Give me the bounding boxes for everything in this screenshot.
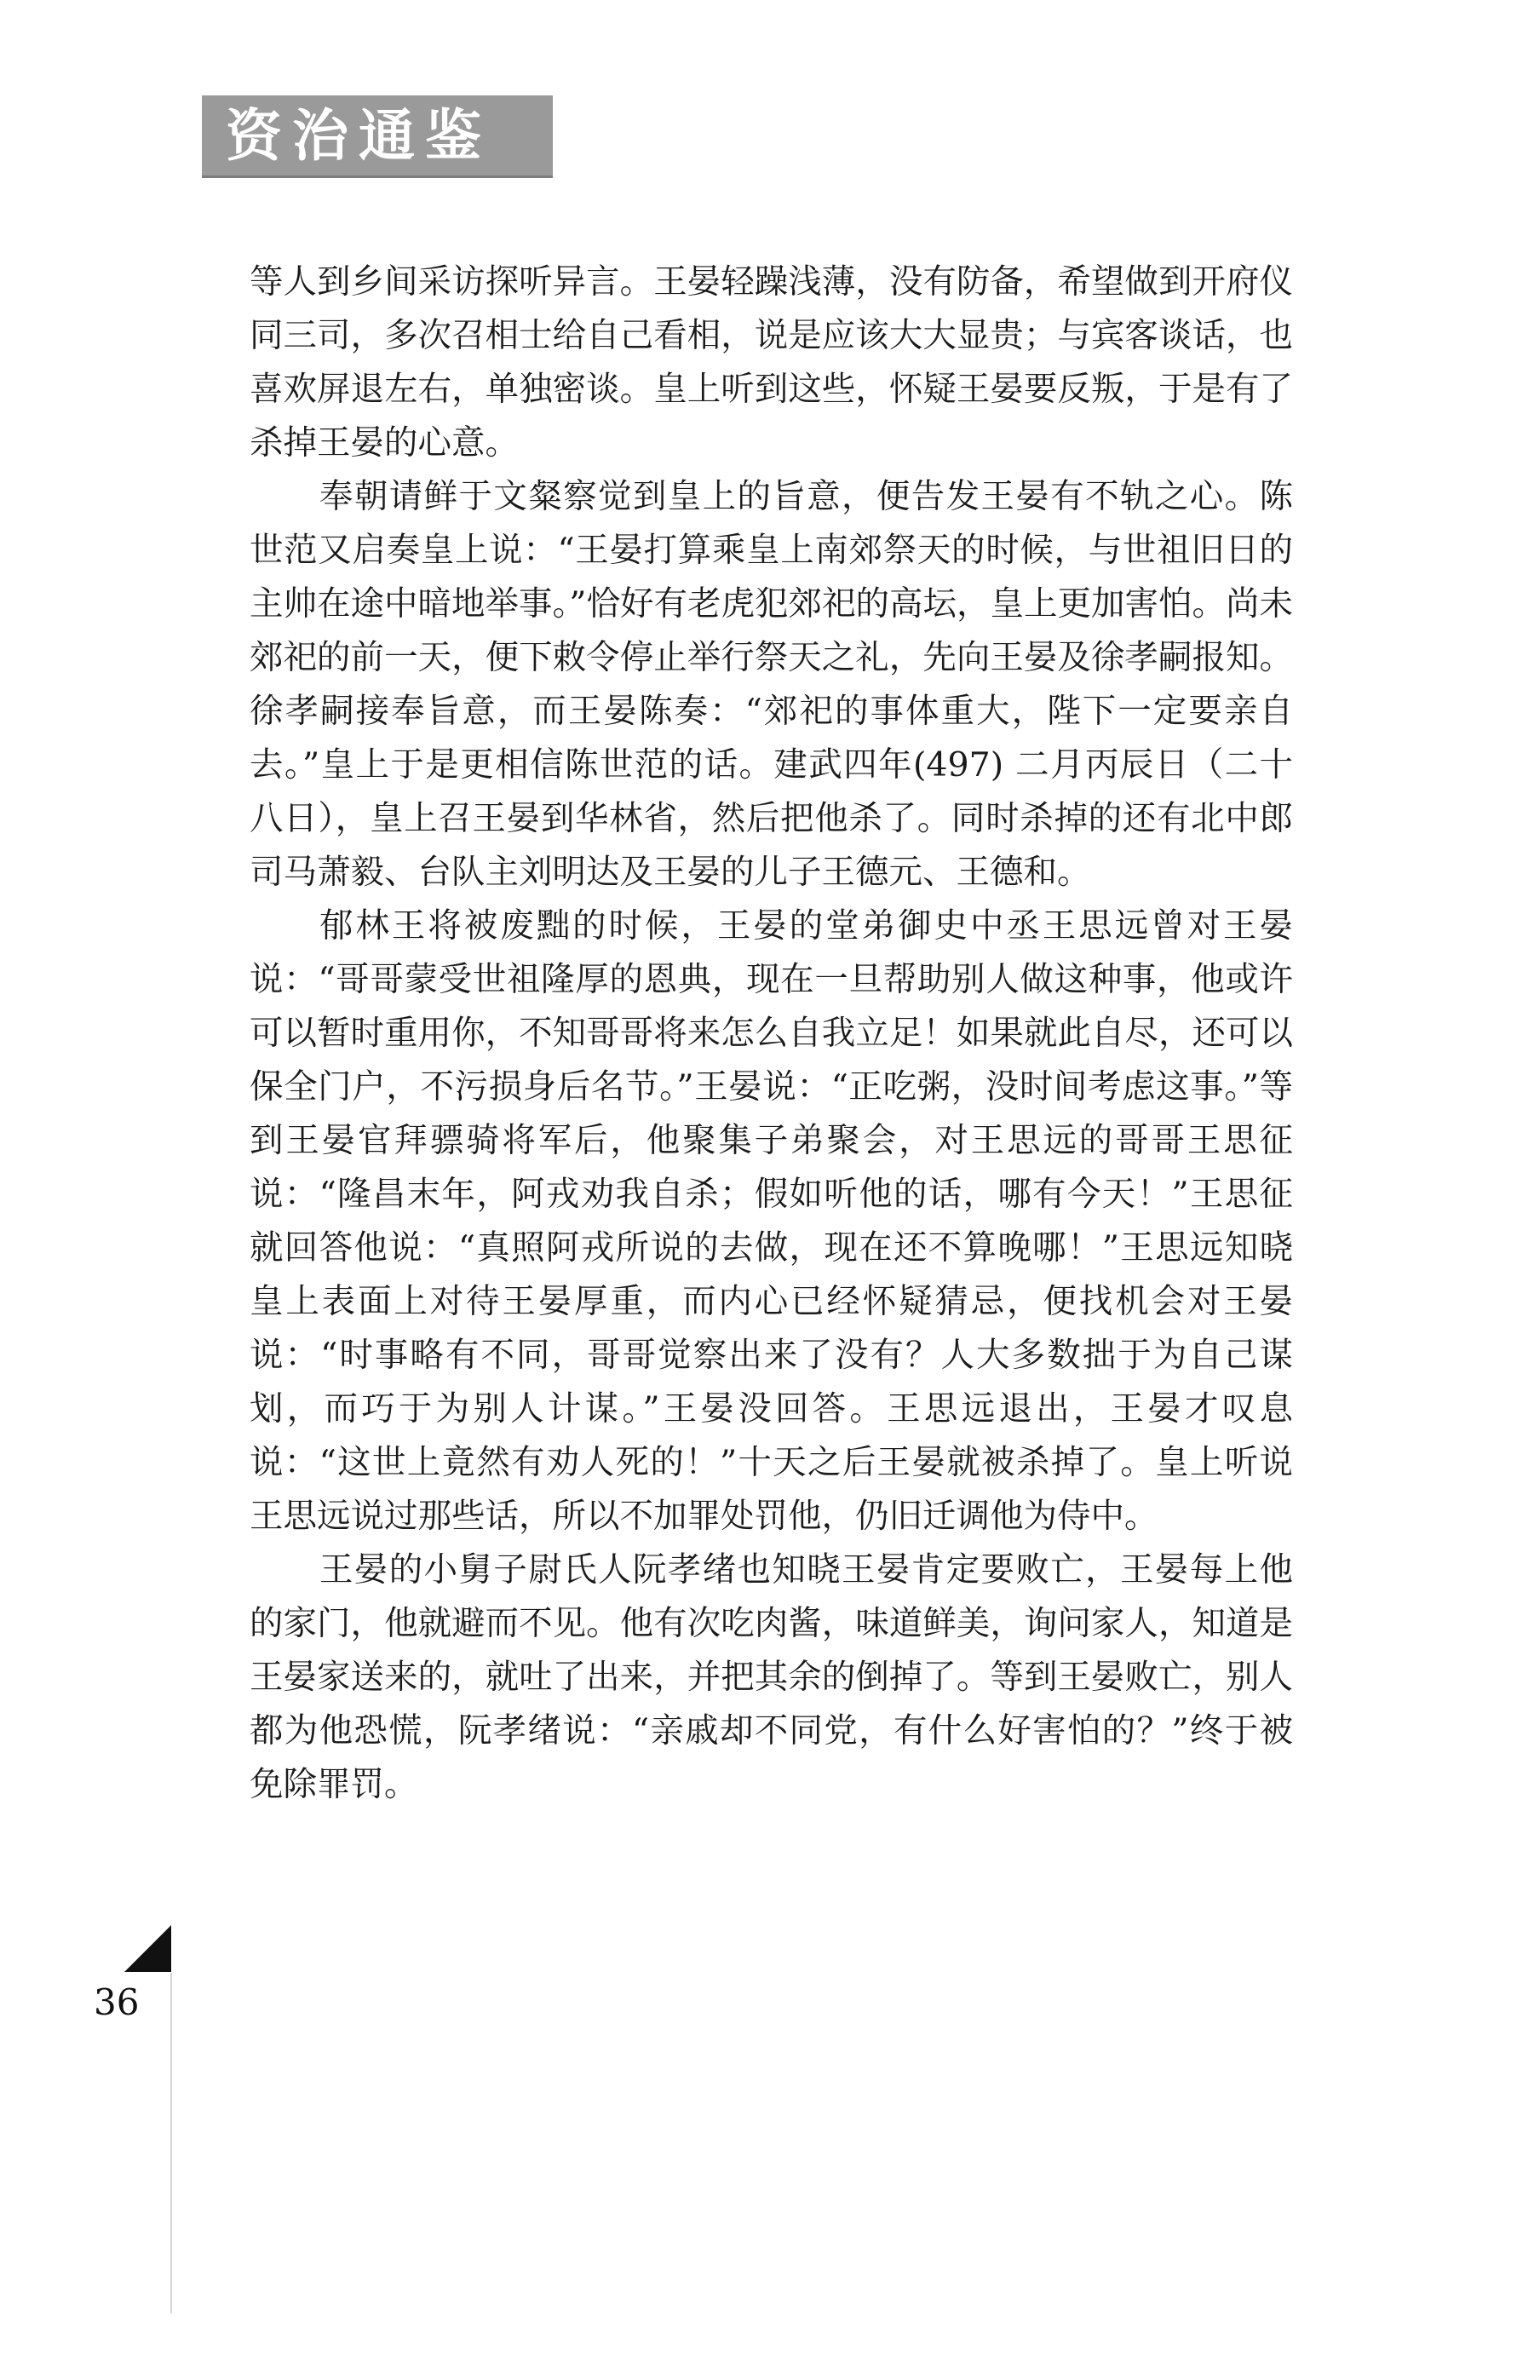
- page-number: 36: [94, 1981, 140, 2023]
- book-title: 资治通鉴: [226, 103, 491, 169]
- margin-rule: [170, 1973, 172, 2314]
- paragraph-4: 王晏的小舅子尉氏人阮孝绪也知晓王晏肯定要败亡，王晏每上他的家门，他就避而不见。他有次吃肉酱，味道鲜美，询问家人，知道是王晏家送来的，就吐了出来，并把其余的倒掉了。等到王晏败亡，别人都为他恐慌，阮孝绪说：“亲戚却不同党，有什么好害怕的？”终于被免除罪罚。: [250, 1550, 1293, 1804]
- header-banner: [202, 95, 553, 178]
- paragraph-1: 等人到乡间采访探听异言。王晏轻躁浅薄，没有防备，希望做到开府仪同三司，多次召相士给自己看相，说是应该大大显贵；与宾客谈话，也喜欢屏退左右，单独密谈。皇上听到这些，怀疑王晏要反叛，于是有了杀掉王晏的心意。: [250, 262, 1293, 463]
- main-text: [250, 256, 1293, 1812]
- paragraph-3: 郁林王将被废黜的时候，王晏的堂弟御史中丞王思远曾对王晏说：“哥哥蒙受世祖隆厚的恩典，现在一旦帮助别人做这种事，他或许可以暂时重用你，不知哥哥将来怎么自我立足！如果就此自尽，还可以保全门户，不污损身后名节。”王晏说：“正吃粥，没时间考虑这事。”等到王晏官拜骠骑将军后，他聚集子弟聚会，对王思远的哥哥王思征说：“隆昌末年，阿戎劝我自杀；假如听他的话，哪有今天！”王思征就回答他说：“真照阿戎所说的去做，现在还不算晚哪！”王思远知晓皇上表面上对待王晏厚重，而内心已经怀疑猜忌，便找机会对王晏说：“时事略有不同，哥哥觉察出来了没有？人大多数拙于为自己谋划，而巧于为别人计谋。”王晏没回答。王思远退出，王晏才叹息说：“这世上竟然有劝人死的！”十天之后王晏就被杀掉了。皇上听说王思远说过那些话，所以不加罪处罚他，仍旧迁调他为侍中。: [250, 906, 1293, 1536]
- paragraph-2: 奉朝请鲜于文粲察觉到皇上的旨意，便告发王晏有不轨之心。陈世范又启奏皇上说：“王晏打算乘皇上南郊祭天的时候，与世祖旧日的主帅在途中暗地举事。”恰好有老虎犯郊祀的高坛，皇上更加害怕。尚未郊祀的前一天，便下敕令停止举行祭天之礼，先向王晏及徐孝嗣报知。徐孝嗣接奉旨意，而王晏陈奏：“郊祀的事体重大，陛下一定要亲自去。”皇上于是更相信陈世范的话。建武四年(497) 二月丙辰日（二十八日），皇上召王晏到华林省，然后把他杀了。同时杀掉的还有北中郎司马萧毅、台队主刘明达及王晏的儿子王德元、王德和。: [250, 477, 1293, 892]
- corner-triangle-mark: [124, 1925, 171, 1972]
